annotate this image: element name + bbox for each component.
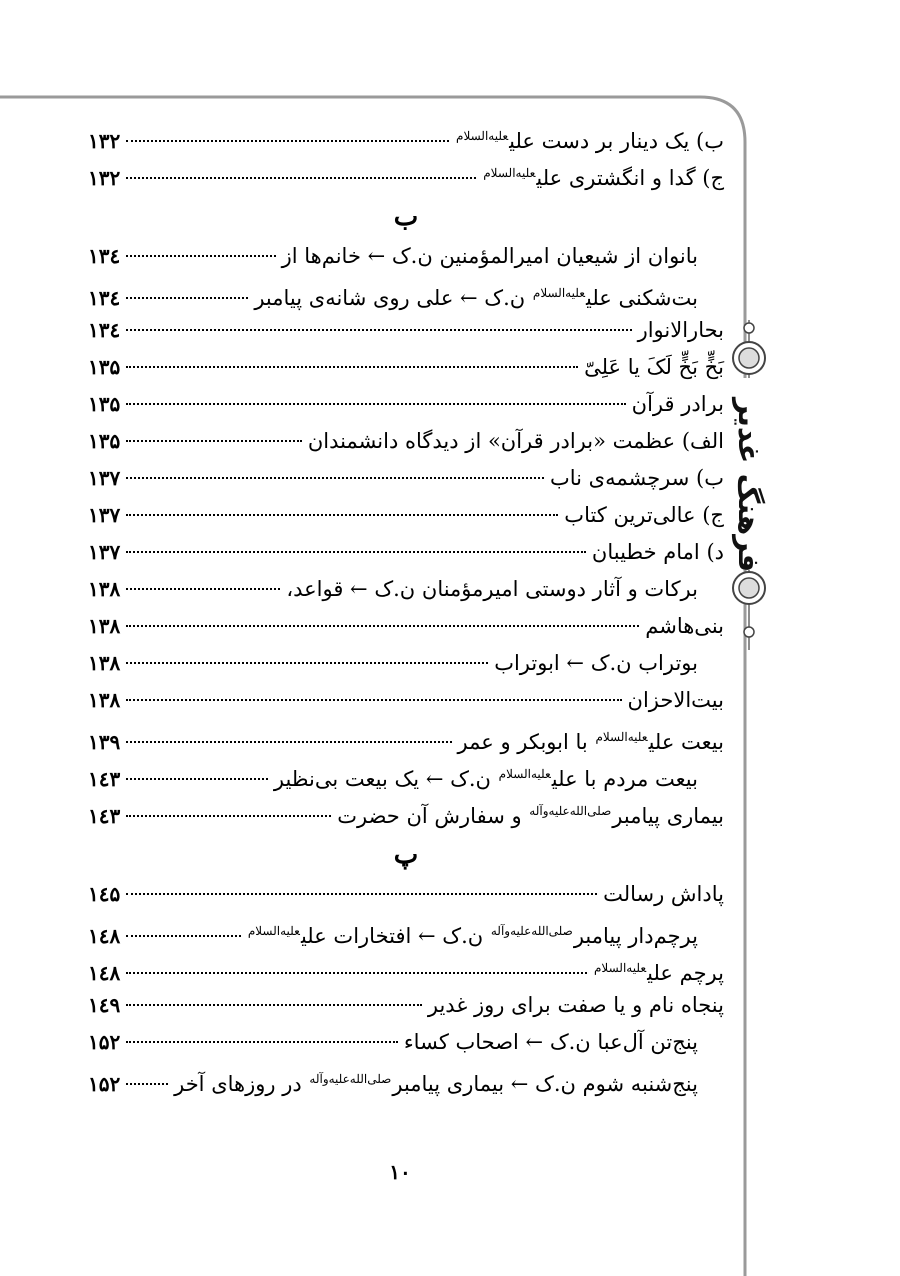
entry-title-text: پاداش رسالت (603, 882, 724, 906)
honorific: صلی‌الله‌علیه‌وآله (529, 804, 612, 818)
page-reference: ۱۳٤ (88, 286, 121, 310)
toc-entry[interactable] (88, 155, 724, 192)
toc-entry[interactable] (88, 275, 724, 312)
entry-title-text: بحارالانوار (637, 318, 724, 342)
dot-leader (126, 477, 544, 479)
page-reference: ۱۳۸ (88, 577, 121, 601)
section-letter: پ (393, 840, 419, 870)
honorific: علیه‌السلام (498, 767, 551, 781)
entry-title (584, 349, 724, 386)
page-reference: ۱٤۵ (88, 882, 121, 906)
dot-leader (126, 662, 488, 664)
toc-entry[interactable] (88, 608, 724, 645)
entry-title (286, 571, 724, 608)
dot-leader (126, 893, 597, 895)
honorific: صلی‌الله‌علیه‌وآله (490, 924, 573, 938)
entry-title (254, 275, 724, 317)
page-reference: ۱۳۵ (88, 355, 121, 379)
entry-title-text: الف) عظمت «برادر قرآن» از دیدگاه دانشمندان (307, 429, 724, 453)
page-reference: ۱۳۷ (88, 503, 121, 527)
entry-title-continuation: در روزهای آخر (174, 1072, 302, 1096)
entry-title (174, 1061, 724, 1103)
dot-leader (126, 177, 476, 179)
entry-title (632, 386, 724, 423)
entry-title (337, 793, 724, 835)
dot-leader (126, 778, 268, 780)
entry-title (645, 608, 724, 645)
toc-entry[interactable] (88, 1061, 724, 1098)
page-reference: ۱۵۲ (88, 1030, 121, 1054)
entry-title-text: برکات و آثار دوستی امیرمؤمنان ن.ک ← قواعد، (286, 577, 698, 601)
entry-title-continuation: ن.ک ← افتخارات علی (300, 924, 484, 948)
page-reference: ۱۳٤ (88, 244, 121, 268)
entry-title-text: بیت‌الاحزان (627, 688, 724, 712)
toc-entry[interactable] (88, 913, 724, 950)
entry-title-text: پرچم‌دار پیامبر (573, 924, 698, 948)
toc-entry[interactable] (88, 238, 724, 275)
entry-title-text: بیعت مردم با علی (551, 767, 698, 791)
dot-leader (126, 1004, 422, 1006)
page-reference: ۱٤۸ (88, 961, 121, 985)
honorific: علیه‌السلام (483, 166, 536, 180)
dot-leader (126, 140, 449, 142)
toc-entry[interactable] (88, 719, 724, 756)
dot-leader (126, 329, 631, 331)
entry-title (628, 682, 724, 719)
entry-title-text: برادر قرآن (631, 392, 724, 416)
dot-leader (126, 551, 586, 553)
entry-title-text: بوتراب ن.ک ← ابوتراب (494, 651, 698, 675)
page-reference: ۱۳۸ (88, 688, 121, 712)
book-title-ornament (718, 320, 780, 650)
entry-title-text: بَخٍّ بَخٍّ لَکَ یا عَلِیّ (584, 355, 724, 379)
book-title: فرهنگ غدیر (732, 397, 766, 573)
honorific: صلی‌الله‌علیه‌وآله (309, 1072, 392, 1086)
entry-title-text: بنی‌هاشم (645, 614, 724, 638)
page-reference: ۱٤۳ (88, 804, 121, 828)
page-reference: ۱۳۷ (88, 540, 121, 564)
entry-title-text: ب) یک دینار بر دست علی (509, 129, 724, 153)
entry-title-continuation: و سفارش آن حضرت (337, 804, 522, 828)
toc-entry[interactable] (88, 987, 724, 1024)
entry-title (455, 118, 724, 160)
entry-title-text: پنج‌شنبه شوم ن.ک ← بیماری پیامبر (392, 1072, 698, 1096)
dot-leader (126, 297, 248, 299)
toc-entry[interactable] (88, 349, 724, 386)
table-of-contents (88, 118, 724, 1098)
entry-title (308, 423, 724, 460)
entry-title-continuation: ن.ک ← علی روی شانه‌ی پیامبر (254, 286, 526, 310)
honorific: علیه‌السلام (532, 286, 585, 300)
dot-leader (126, 588, 280, 590)
toc-entry[interactable] (88, 1024, 724, 1061)
dot-leader (126, 514, 558, 516)
page-number: ۱۰ (389, 1160, 411, 1184)
entry-title-text: بیعت علی (648, 730, 724, 754)
toc-entry[interactable] (88, 497, 724, 534)
dot-leader (126, 403, 625, 405)
entry-title-text: ب) سرچشمه‌ی ناب (549, 466, 724, 490)
entry-title-text: پنج‌تن آل‌عبا ن.ک ← اصحاب کساء (403, 1030, 698, 1054)
dot-leader (126, 935, 241, 937)
toc-entry[interactable] (88, 876, 724, 913)
toc-entry[interactable] (88, 534, 724, 571)
page-reference: ۱۵۲ (88, 1072, 121, 1096)
entry-title-text: د) امام خطیبان (591, 540, 724, 564)
page-reference: ۱۳۵ (88, 392, 121, 416)
toc-entry[interactable] (88, 571, 724, 608)
page-reference: ۱٤۹ (88, 993, 121, 1017)
entry-title (282, 238, 724, 275)
page-reference: ۱۳۲ (88, 166, 121, 190)
entry-title-text: پرچم علی (647, 961, 724, 985)
page-reference: ۱۳۷ (88, 466, 121, 490)
toc-entry[interactable] (88, 423, 724, 460)
toc-entry[interactable] (88, 645, 724, 682)
entry-title (592, 534, 724, 571)
toc-entry[interactable] (88, 950, 724, 987)
dot-leader (126, 699, 621, 701)
section-letter: ب (393, 202, 419, 232)
toc-entry[interactable] (88, 312, 724, 349)
entry-title (482, 155, 724, 197)
page-reference: ۱۳٤ (88, 318, 121, 342)
entry-title-text: بت‌شکنی علی (586, 286, 698, 310)
honorific: علیه‌السلام (456, 129, 509, 143)
toc-entry[interactable] (88, 793, 724, 830)
entry-title (458, 719, 724, 761)
entry-title-text: ج) عالی‌ترین کتاب (564, 503, 724, 527)
dot-leader (126, 440, 302, 442)
toc-entry[interactable] (88, 682, 724, 719)
page-reference: ۱٤۸ (88, 924, 121, 948)
toc-entry[interactable] (88, 386, 724, 423)
dot-leader (126, 1041, 398, 1043)
entry-title-continuation: با ابوبکر و عمر (457, 730, 588, 754)
page-reference: ۱۳۹ (88, 730, 121, 754)
entry-title (564, 497, 724, 534)
honorific: علیه‌السلام (595, 730, 648, 744)
entry-title (428, 987, 724, 1024)
page-reference: ۱٤۳ (88, 767, 121, 791)
honorific: علیه‌السلام (594, 961, 647, 975)
dot-leader (126, 972, 587, 974)
dot-leader (126, 741, 451, 743)
toc-entry[interactable] (88, 460, 724, 497)
page-reference: ۱۳۲ (88, 129, 121, 153)
entry-title (593, 950, 724, 992)
entry-title-text: ج) گدا و انگشتری علی (536, 166, 724, 190)
entry-title-text: بانوان از شیعیان امیرالمؤمنین ن.ک ← خانم‌ها از (281, 244, 698, 268)
entry-title (638, 312, 724, 349)
page-reference: ۱۳۵ (88, 429, 121, 453)
page-reference: ۱۳۸ (88, 651, 121, 675)
honorific: علیه‌السلام (247, 924, 300, 938)
dot-leader (126, 366, 578, 368)
toc-entry[interactable] (88, 756, 724, 793)
dot-leader (126, 625, 639, 627)
page-reference: ۱۳۸ (88, 614, 121, 638)
dot-leader (126, 255, 275, 257)
dot-leader (126, 1083, 168, 1085)
entry-title (603, 876, 724, 913)
entry-title-text: بیماری پیامبر (612, 804, 724, 828)
entry-title (247, 913, 724, 955)
entry-title (274, 756, 724, 798)
entry-title-continuation: ن.ک ← یک بیعت بی‌نظیر (273, 767, 491, 791)
toc-entry[interactable] (88, 118, 724, 155)
entry-title-text: پنجاه نام و یا صفت برای روز غدیر (427, 993, 724, 1017)
dot-leader (126, 815, 331, 817)
entry-title (550, 460, 724, 497)
entry-title (494, 645, 724, 682)
entry-title (404, 1024, 724, 1061)
